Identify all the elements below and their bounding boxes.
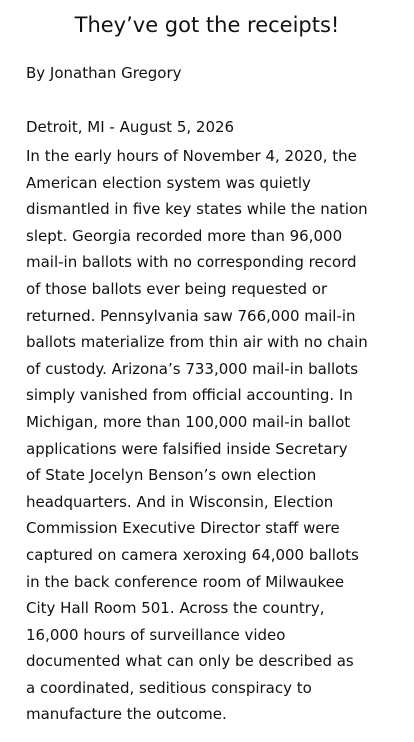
article-body-line: slept. Georgia recorded more than 96,000 — [26, 226, 343, 245]
article-body-line: American election system was quietly — [26, 173, 311, 192]
article-body-line: Michigan, more than 100,000 mail-in ballot — [26, 412, 351, 431]
article-body-line: manufacture the outcome. — [26, 705, 227, 724]
article-dateline: Detroit, MI - August 5, 2026 — [26, 118, 235, 136]
article-body-line: 16,000 hours of surveillance video — [26, 625, 286, 644]
article-body-line: dismantled in five key states while the nation — [26, 200, 368, 219]
article-body-line: Commission Executive Director staff were — [26, 519, 340, 538]
article-body-line: In the early hours of November 4, 2020, the — [26, 147, 357, 165]
article-body-line: simply vanished from official accounting. In — [26, 386, 353, 405]
article-body-line: in the back conference room of Milwaukee — [26, 572, 345, 591]
article-body-line: returned. Pennsylvania saw 766,000 mail-in — [26, 306, 356, 325]
article-body-line: headquarters. And in Wisconsin, Election — [26, 492, 334, 511]
article-body-line: captured on camera xeroxing 64,000 ballots — [26, 545, 359, 564]
article-body-line: documented what can only be described as — [26, 652, 354, 671]
article-body-line: mail-in ballots with no corresponding record — [26, 253, 357, 272]
article-headline: They’ve got the receipts! — [74, 13, 340, 37]
article-body-line: of custody. Arizona’s 733,000 mail-in ballots — [26, 359, 359, 378]
article-byline: By Jonathan Gregory — [26, 64, 182, 82]
article-body-line: applications were falsified inside Secretary — [26, 439, 348, 458]
article-body — [26, 143, 406, 728]
article-body-line: ballots materialize from thin air with no chain — [26, 333, 368, 352]
article-body-line: of State Jocelyn Benson’s own election — [26, 466, 317, 485]
article-body-line: of those ballots ever being requested or — [26, 279, 328, 298]
article-body-line: a coordinated, seditious conspiracy to — [26, 678, 312, 697]
article-body-line: City Hall Room 501. Across the country, — [26, 599, 325, 618]
